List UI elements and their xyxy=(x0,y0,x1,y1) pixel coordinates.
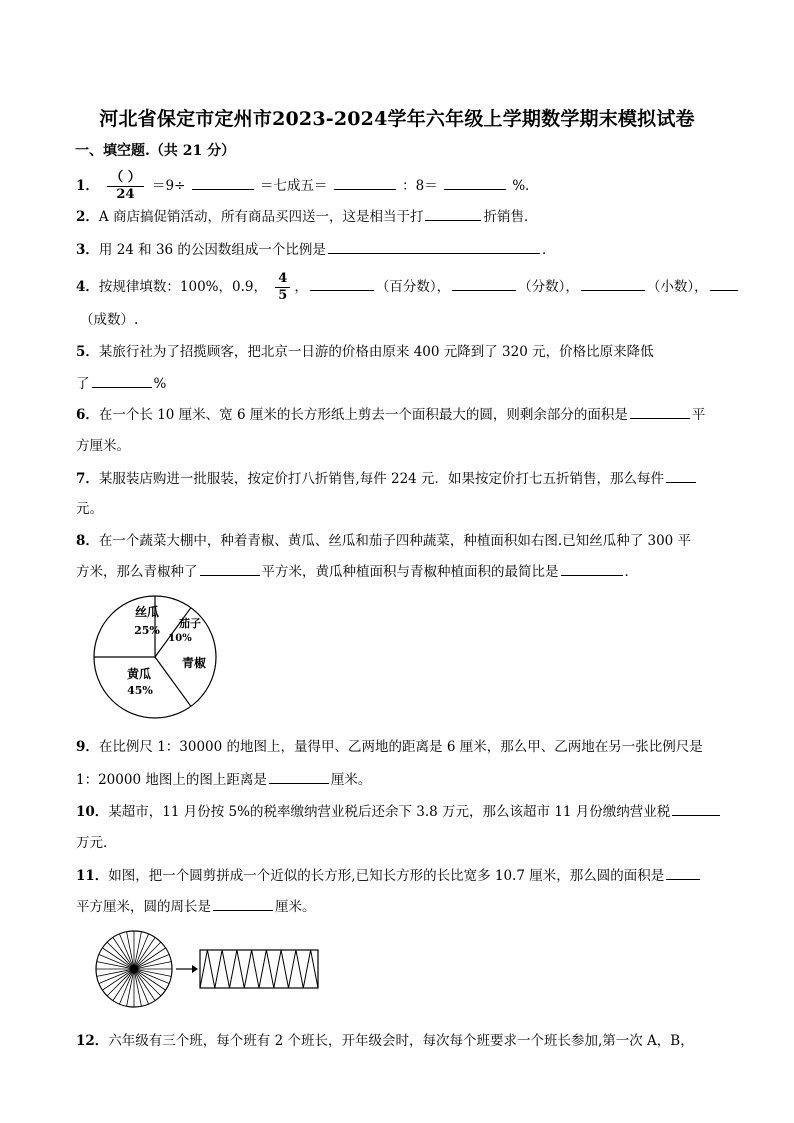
answer-blank[interactable] xyxy=(213,897,273,911)
circle-to-rectangle-figure xyxy=(94,928,326,1010)
question-number: 5． xyxy=(76,344,99,360)
question-8-continued xyxy=(76,562,638,581)
answer-blank[interactable] xyxy=(581,277,645,291)
question-number: 9． xyxy=(76,739,99,755)
question-number: 12． xyxy=(76,1033,109,1049)
answer-blank[interactable] xyxy=(710,277,738,291)
question-5 xyxy=(76,343,654,361)
question-text: ＝9÷ xyxy=(152,178,186,194)
question-number: 4． xyxy=(76,279,99,295)
question-text: ． xyxy=(624,564,638,580)
question-text: %． xyxy=(512,178,539,194)
question-3 xyxy=(76,240,555,259)
question-text: 某旅行社为了招揽顾客，把北京一日游的价格由原来 400 元降到了 320 元，价格比原来降低 xyxy=(98,344,654,360)
answer-blank[interactable] xyxy=(425,207,481,221)
question-4-continued: （成数）. xyxy=(80,312,139,328)
question-text: 方米，那么青椒种了 xyxy=(76,564,198,580)
question-number: 1． xyxy=(76,178,99,194)
question-5-continued xyxy=(76,374,166,393)
slice-label-sigua: 丝瓜 xyxy=(134,605,160,619)
question-text: % xyxy=(153,376,167,392)
answer-blank[interactable] xyxy=(666,866,700,880)
question-number: 10． xyxy=(76,804,109,820)
question-6 xyxy=(76,405,705,424)
question-text: 平方厘米，圆的周长是 xyxy=(76,899,211,915)
answer-blank[interactable] xyxy=(444,176,506,190)
fraction xyxy=(107,170,144,203)
question-text: （小数）， xyxy=(646,279,708,295)
question-text: 了 xyxy=(76,376,90,392)
section-heading: 一、填空题.（共 21 分） xyxy=(75,143,236,159)
question-12 xyxy=(76,1032,694,1050)
question-6-continued: 方厘米。 xyxy=(76,438,130,454)
question-text: 1：20000 地图上的图上距离是 xyxy=(76,772,267,788)
question-number: 11． xyxy=(76,868,109,884)
rectangle-zigzag xyxy=(200,950,318,988)
question-text: （百分数）， xyxy=(375,279,451,295)
question-text: 按规律填数：100%，0.9， xyxy=(98,279,267,295)
answer-blank[interactable] xyxy=(310,277,374,291)
question-text: 如图，把一个圆剪拼成一个近似的长方形,已知长方形的长比宽多 10.7 厘米，那么圆的面积是 xyxy=(108,868,665,884)
sector-line xyxy=(107,942,134,969)
answer-blank[interactable] xyxy=(630,405,690,419)
answer-blank[interactable] xyxy=(192,176,254,190)
fraction-denominator: 5 xyxy=(275,287,290,304)
arrow-right-icon xyxy=(192,965,198,973)
question-text: 平方米，黄瓜种植面积与青椒种植面积的最简比是 xyxy=(261,564,559,580)
answer-blank[interactable] xyxy=(269,770,329,784)
question-text: 某服装店购进一批服装，按定价打八折销售,每件 224 元．如果按定价打七五折销售，那么每件 xyxy=(98,471,665,487)
question-text: 厘米。 xyxy=(330,772,372,788)
question-8 xyxy=(76,532,691,550)
approx-rectangle xyxy=(200,950,318,988)
question-2 xyxy=(76,207,537,226)
question-text: 在一个蔬菜大棚中，种着青椒、黄瓜、丝瓜和茄子四种蔬菜，种植面积如右图.已知丝瓜种了 300 平 xyxy=(98,533,692,549)
question-9 xyxy=(76,738,703,756)
question-4 xyxy=(76,271,740,304)
question-text: 在比例尺 1：30000 的地图上，量得甲、乙两地的距离是 6 厘米，那么甲、乙两地在另一张比例尺是 xyxy=(98,739,703,755)
question-11 xyxy=(76,866,702,885)
answer-blank[interactable] xyxy=(328,240,540,254)
question-text: A 商店搞促销活动，所有商品买四送一，这是相当于打 xyxy=(98,209,424,225)
fraction-numerator: 4 xyxy=(278,271,288,286)
answer-blank[interactable] xyxy=(92,374,152,388)
question-7 xyxy=(76,469,698,488)
question-text: 用 24 和 36 的公因数组成一个比例是 xyxy=(98,242,326,258)
question-text: ， xyxy=(294,279,308,295)
question-7-continued: 元。 xyxy=(76,501,103,517)
vegetable-pie-chart xyxy=(92,594,218,720)
question-9-continued xyxy=(76,770,371,789)
question-text: 折销售． xyxy=(483,209,538,225)
slice-label-qiezi: 茄子 xyxy=(179,617,201,630)
question-text: 六年级有三个班，每个班有 2 个班长，开年级会时，每次每个班要求一个班长参加,第一次 A，B， xyxy=(108,1033,694,1049)
answer-blank[interactable] xyxy=(452,277,516,291)
question-number: 6． xyxy=(76,407,99,423)
sector-line xyxy=(134,942,161,969)
slice-percent-huanggua: 45% xyxy=(127,684,153,697)
circle-center xyxy=(130,965,138,973)
sector-line xyxy=(107,969,134,996)
question-text: ＝七成五＝ xyxy=(260,178,328,194)
question-11-continued xyxy=(76,897,316,916)
question-1 xyxy=(76,170,539,203)
question-number: 3． xyxy=(76,242,99,258)
slice-label-huanggua: 黄瓜 xyxy=(126,667,152,681)
answer-blank[interactable] xyxy=(561,562,623,576)
fraction-numerator: （ ） xyxy=(110,170,141,185)
sector-line xyxy=(134,969,161,996)
fraction xyxy=(275,271,290,304)
question-number: 7． xyxy=(76,471,99,487)
question-10 xyxy=(76,802,722,821)
question-text: 在一个长 10 厘米、宽 6 厘米的长方形纸上剪去一个面积最大的圆，则剩余部分的面积是 xyxy=(98,407,628,423)
answer-blank[interactable] xyxy=(666,469,696,483)
question-number: 2． xyxy=(76,209,99,225)
question-10-continued: 万元． xyxy=(76,835,117,851)
fraction-denominator: 24 xyxy=(107,186,144,203)
question-text: （分数）， xyxy=(518,279,579,295)
question-text: ． xyxy=(541,242,556,258)
question-text: 厘米。 xyxy=(275,899,316,915)
question-text: 某超市，11 月份按 5%的税率缴纳营业税后还余下 3.8 万元，那么该超市 11 月份缴纳营业税 xyxy=(108,804,671,820)
slice-percent-qiezi: 10% xyxy=(168,633,192,644)
question-text: ：8＝ xyxy=(402,178,438,194)
answer-blank[interactable] xyxy=(334,176,396,190)
page-title: 河北省保定市定州市2023-2024学年六年级上学期数学期末模拟试卷 xyxy=(99,108,695,130)
answer-blank[interactable] xyxy=(672,802,720,816)
question-text: 平 xyxy=(691,407,706,423)
question-number: 8． xyxy=(76,533,99,549)
slice-percent-sigua: 25% xyxy=(134,624,160,637)
answer-blank[interactable] xyxy=(200,562,260,576)
slice-label-qingjiao: 青椒 xyxy=(181,656,207,670)
